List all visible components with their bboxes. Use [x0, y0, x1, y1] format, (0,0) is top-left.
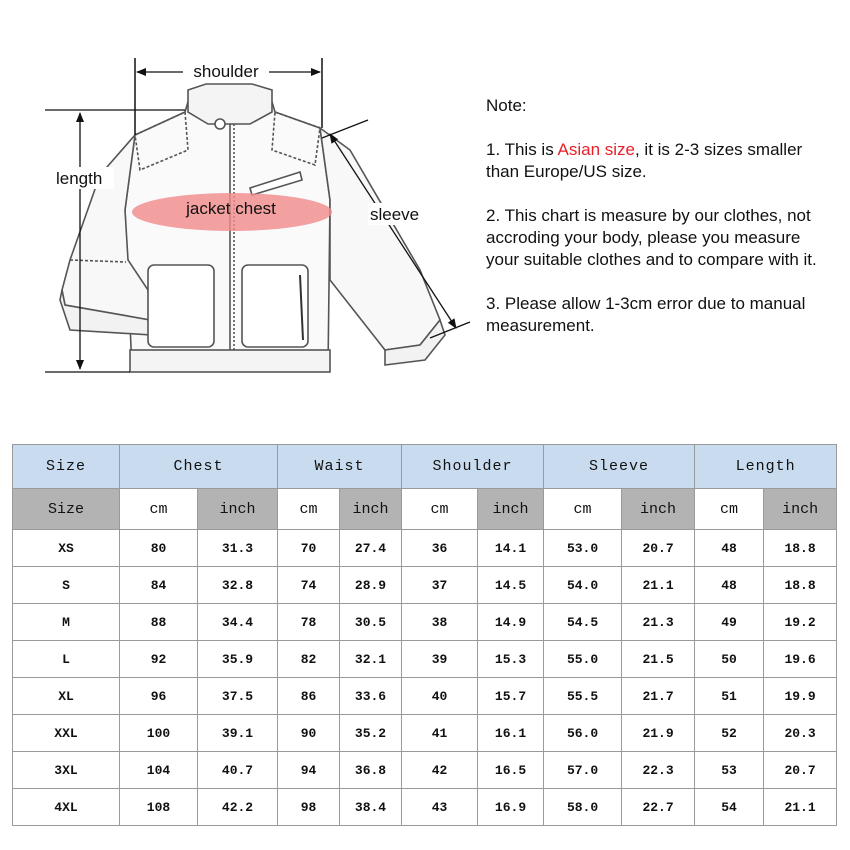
- measurement-cell: 21.1: [622, 567, 695, 604]
- header-sleeve: Sleeve: [544, 445, 695, 489]
- measurement-cell: 104: [120, 752, 198, 789]
- unit-cell: inch: [622, 489, 695, 530]
- measurement-cell: 50: [695, 641, 764, 678]
- measurement-cell: 52: [695, 715, 764, 752]
- measurement-cell: 34.4: [198, 604, 278, 641]
- size-cell: XXL: [13, 715, 120, 752]
- measurement-cell: 94: [278, 752, 340, 789]
- measurement-cell: 28.9: [340, 567, 402, 604]
- measurement-cell: 70: [278, 530, 340, 567]
- measurement-cell: 36.8: [340, 752, 402, 789]
- measurement-cell: 32.8: [198, 567, 278, 604]
- size-cell: 3XL: [13, 752, 120, 789]
- unit-cell: cm: [695, 489, 764, 530]
- table-header-row: [13, 445, 837, 489]
- measurement-cell: 96: [120, 678, 198, 715]
- measurement-cell: 48: [695, 567, 764, 604]
- unit-cell: inch: [478, 489, 544, 530]
- measurement-cell: 80: [120, 530, 198, 567]
- measurement-cell: 55.0: [544, 641, 622, 678]
- table-row: [13, 715, 837, 752]
- measurement-cell: 98: [278, 789, 340, 826]
- measurement-cell: 56.0: [544, 715, 622, 752]
- measurement-cell: 54: [695, 789, 764, 826]
- table-row: [13, 678, 837, 715]
- subheader-size: Size: [13, 489, 120, 530]
- asian-size-highlight: Asian size: [557, 140, 635, 159]
- measurement-cell: 40: [402, 678, 478, 715]
- measurement-cell: 100: [120, 715, 198, 752]
- sleeve-label: sleeve: [370, 205, 420, 224]
- unit-cell: cm: [278, 489, 340, 530]
- measurement-cell: 58.0: [544, 789, 622, 826]
- measurement-cell: 18.8: [764, 530, 837, 567]
- measurement-cell: 84: [120, 567, 198, 604]
- measurement-cell: 14.1: [478, 530, 544, 567]
- measurement-cell: 42.2: [198, 789, 278, 826]
- measurement-cell: 22.3: [622, 752, 695, 789]
- table-body: [13, 530, 837, 826]
- measurement-cell: 41: [402, 715, 478, 752]
- measurement-cell: 37: [402, 567, 478, 604]
- measurement-cell: 38: [402, 604, 478, 641]
- note-1-suffix: , it is 2-3 sizes smaller than Europe/US size.: [486, 140, 803, 181]
- measurement-cell: 22.7: [622, 789, 695, 826]
- measurement-cell: 51: [695, 678, 764, 715]
- measurement-cell: 39: [402, 641, 478, 678]
- chest-label: jacket chest: [186, 199, 276, 218]
- measurement-cell: 32.1: [340, 641, 402, 678]
- size-cell: M: [13, 604, 120, 641]
- measurement-cell: 18.8: [764, 567, 837, 604]
- table-row: [13, 530, 837, 567]
- header-chest: Chest: [120, 445, 278, 489]
- measurement-cell: 53: [695, 752, 764, 789]
- measurement-cell: 35.9: [198, 641, 278, 678]
- measurement-cell: 54.5: [544, 604, 622, 641]
- header-size: Size: [13, 445, 120, 489]
- unit-cell: inch: [340, 489, 402, 530]
- measurement-cell: 92: [120, 641, 198, 678]
- measurement-cell: 36: [402, 530, 478, 567]
- measurement-cell: 19.2: [764, 604, 837, 641]
- table-subheader-row: [13, 489, 837, 530]
- measurement-cell: 35.2: [340, 715, 402, 752]
- measurement-cell: 82: [278, 641, 340, 678]
- table-row: [13, 604, 837, 641]
- measurement-cell: 31.3: [198, 530, 278, 567]
- table-row: [13, 567, 837, 604]
- length-label: length: [56, 169, 103, 188]
- notes-heading: Note:: [486, 96, 527, 115]
- size-cell: S: [13, 567, 120, 604]
- measurement-cell: 30.5: [340, 604, 402, 641]
- note-item-3: 3. Please allow 1-3cm error due to manual measurement.: [486, 294, 806, 335]
- size-cell: XL: [13, 678, 120, 715]
- measurement-cell: 20.7: [764, 752, 837, 789]
- measurement-cell: 57.0: [544, 752, 622, 789]
- measurement-cell: 55.5: [544, 678, 622, 715]
- measurement-cell: 48: [695, 530, 764, 567]
- header-length: Length: [695, 445, 837, 489]
- measurement-cell: 15.7: [478, 678, 544, 715]
- measurement-cell: 20.3: [764, 715, 837, 752]
- measurement-cell: 54.0: [544, 567, 622, 604]
- measurement-cell: 42: [402, 752, 478, 789]
- unit-cell: cm: [120, 489, 198, 530]
- measurement-cell: 53.0: [544, 530, 622, 567]
- table-row: [13, 789, 837, 826]
- measurement-cell: 20.7: [622, 530, 695, 567]
- header-shoulder: Shoulder: [402, 445, 544, 489]
- note-item-2: 2. This chart is measure by our clothes, not accroding your body, please you measure your suitable clothes and to compare with it.: [486, 206, 817, 269]
- measurement-cell: 19.6: [764, 641, 837, 678]
- sleeve-marker-top: [322, 120, 368, 138]
- shoulder-label: shoulder: [193, 62, 259, 81]
- note-1-prefix: 1. This is: [486, 140, 558, 159]
- measurement-cell: 49: [695, 604, 764, 641]
- measurement-cell: 19.9: [764, 678, 837, 715]
- size-cell: L: [13, 641, 120, 678]
- unit-cell: inch: [198, 489, 278, 530]
- measurement-cell: 90: [278, 715, 340, 752]
- measurement-cell: 78: [278, 604, 340, 641]
- size-cell: 4XL: [13, 789, 120, 826]
- measurement-cell: 40.7: [198, 752, 278, 789]
- unit-cell: cm: [544, 489, 622, 530]
- measurement-cell: 21.7: [622, 678, 695, 715]
- measurement-cell: 88: [120, 604, 198, 641]
- measurement-cell: 39.1: [198, 715, 278, 752]
- measurement-cell: 14.9: [478, 604, 544, 641]
- size-cell: XS: [13, 530, 120, 567]
- measurement-cell: 16.5: [478, 752, 544, 789]
- size-chart-table: [12, 444, 837, 826]
- size-notes: [486, 95, 836, 359]
- measurement-cell: 38.4: [340, 789, 402, 826]
- table-row: [13, 641, 837, 678]
- measurement-cell: 33.6: [340, 678, 402, 715]
- measurement-cell: 16.9: [478, 789, 544, 826]
- unit-cell: inch: [764, 489, 837, 530]
- measurement-cell: 21.5: [622, 641, 695, 678]
- unit-cell: cm: [402, 489, 478, 530]
- measurement-cell: 16.1: [478, 715, 544, 752]
- measurement-cell: 86: [278, 678, 340, 715]
- header-waist: Waist: [278, 445, 402, 489]
- measurement-cell: 74: [278, 567, 340, 604]
- table-row: [13, 752, 837, 789]
- measurement-cell: 21.3: [622, 604, 695, 641]
- note-item-1: [486, 139, 836, 183]
- measurement-cell: 21.1: [764, 789, 837, 826]
- measurement-cell: 43: [402, 789, 478, 826]
- measurement-cell: 27.4: [340, 530, 402, 567]
- measurement-cell: 15.3: [478, 641, 544, 678]
- measurement-cell: 14.5: [478, 567, 544, 604]
- measurement-cell: 21.9: [622, 715, 695, 752]
- measurement-cell: 37.5: [198, 678, 278, 715]
- measurement-cell: 108: [120, 789, 198, 826]
